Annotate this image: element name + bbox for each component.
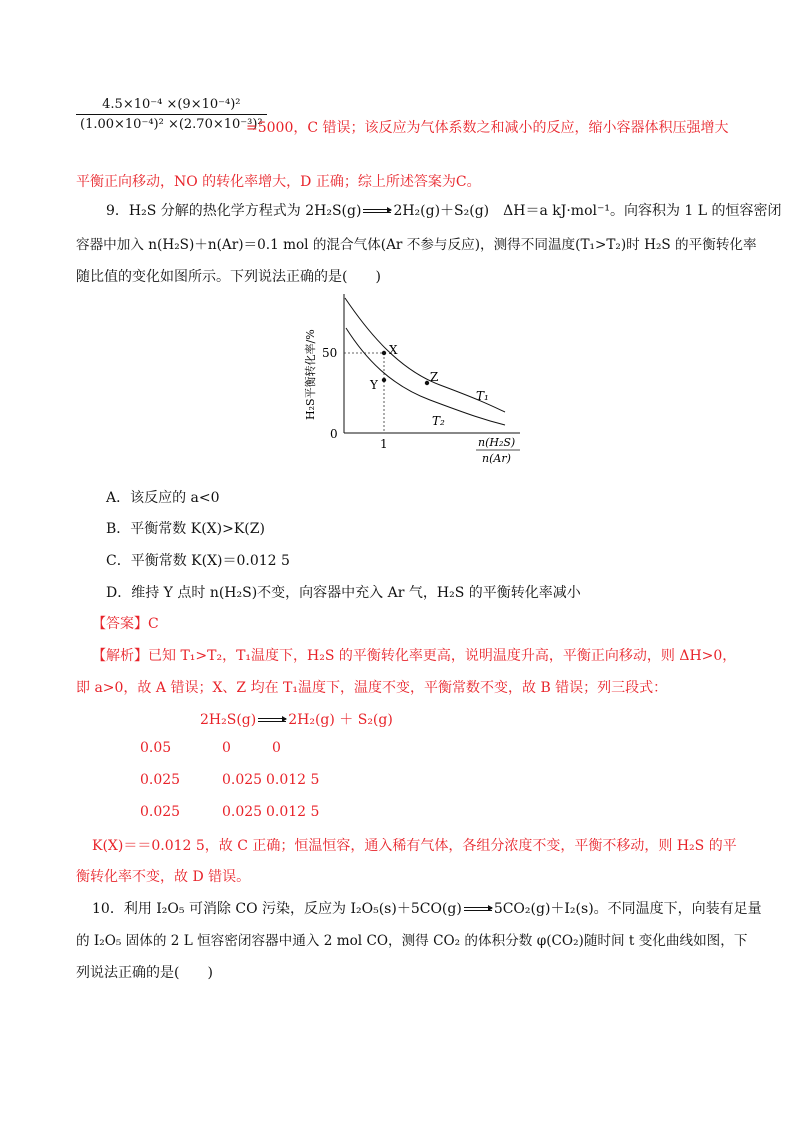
q10-line-3: 列说法正确的是( ) — [76, 965, 213, 981]
point-x — [382, 351, 386, 355]
conclusion-line-1: K(X)＝＝0.012 5，故 C 正确；恒温恒容，通入稀有气体，各组分浓度不变，平衡不移动，则 H₂S 的平 — [92, 838, 737, 854]
option-a: A．该反应的 a<0 — [106, 490, 220, 506]
x-tick-1: 1 — [380, 437, 388, 451]
table-row-2-col-1: 0.025 — [140, 772, 181, 788]
answer-label: 【答案】C — [92, 616, 159, 632]
curve-t2-label: T₂ — [432, 414, 445, 428]
table-row-3-col-3: 0.012 5 — [266, 804, 320, 820]
q9-stem-line-1: 9．H₂S 分解的热化学方程式为 2H₂S(g) 2H₂(g)＋S₂(g) ΔH＝a kJ·mol⁻¹。向容积为 1 L 的恒容密闭 — [106, 203, 782, 219]
x-label-numerator: n(H₂S) — [478, 436, 516, 449]
q9-stem-line-3: 随比值的变化如图所示。下列说法正确的是( ) — [76, 269, 381, 285]
table-row-1-col-3: 0 — [272, 740, 281, 756]
point-z-label: Z — [430, 370, 439, 384]
prev-answer-line-1: =5000，C 错误；该反应为气体系数之和减小的反应，缩小容器体积压强增大 — [246, 120, 729, 136]
q10-line-2: 的 I₂O₅ 固体的 2 L 恒容密闭容器中通入 2 mol CO，测得 CO₂ 的体积分数 φ(CO₂)随时间 t 变化曲线如图，下 — [76, 933, 748, 949]
point-y — [382, 378, 386, 382]
point-x-label: X — [389, 343, 398, 357]
analysis-line-1: 【解析】已知 T₁>T₂，T₁温度下，H₂S 的平衡转化率更高，说明温度升高，平衡正向移动，则 ΔH>0， — [92, 648, 737, 664]
y-axis-label: H₂S平衡转化率/% — [304, 329, 317, 420]
option-c: C．平衡常数 K(X)＝0.012 5 — [106, 553, 290, 569]
option-b: B．平衡常数 K(X)>K(Z) — [106, 521, 265, 537]
option-d: D．维持 Y 点时 n(H₂S)不变，向容器中充入 Ar 气，H₂S 的平衡转化率减小 — [106, 585, 581, 601]
fraction-numerator: 4.5×10⁻⁴ ×(9×10⁻⁴)² — [102, 97, 241, 112]
curve-t2 — [346, 328, 505, 425]
fraction-denominator: (1.00×10⁻⁴)² ×(2.70×10⁻³)² — [76, 114, 267, 132]
prev-answer-line-2: 平衡正向移动，NO 的转化率增大，D 正确；综上所述答案为C。 — [76, 174, 481, 190]
table-row-2-col-3: 0.012 5 — [266, 772, 320, 788]
curve-t1-label: T₁ — [476, 389, 489, 403]
table-row-2-col-2: 0.025 — [222, 772, 263, 788]
table-row-3-col-1: 0.025 — [140, 804, 181, 820]
point-z — [425, 381, 429, 385]
equilibrium-arrow — [363, 207, 391, 215]
equilibrium-arrow — [464, 905, 492, 913]
equilibrium-arrow — [258, 716, 286, 724]
conversion-chart — [300, 290, 540, 470]
y-tick-50: 50 — [322, 346, 338, 360]
table-row-1-col-1: 0.05 — [140, 740, 172, 756]
conclusion-line-2: 衡转化率不变，故 D 错误。 — [76, 869, 251, 885]
q9-stem-line-2: 容器中加入 n(H₂S)＋n(Ar)＝0.1 mol 的混合气体(Ar 不参与反应)，测得不同温度(T₁>T₂)时 H₂S 的平衡转化率 — [76, 237, 757, 253]
table-row-1-col-2: 0 — [222, 740, 231, 756]
x-label-denominator: n(Ar) — [482, 452, 511, 465]
analysis-line-2: 即 a>0，故 A 错误；X、Z 均在 T₁温度下，温度不变，平衡常数不变，故 B 错误；列三段式： — [76, 680, 668, 696]
table-row-3-col-2: 0.025 — [222, 804, 263, 820]
q10-line-1: 10．利用 I₂O₅ 可消除 CO 污染，反应为 I₂O₅(s)＋5CO(g) 5CO₂(g)＋I₂(s)。不同温度下，向装有足量 — [92, 901, 762, 917]
analysis-label: 【解析】 — [92, 648, 148, 664]
three-stage-equation: 2H₂S(g) 2H₂(g) ＋ S₂(g) — [200, 712, 393, 728]
fraction-expression — [76, 97, 267, 132]
point-y-label: Y — [370, 378, 378, 392]
origin-label: 0 — [330, 427, 338, 441]
